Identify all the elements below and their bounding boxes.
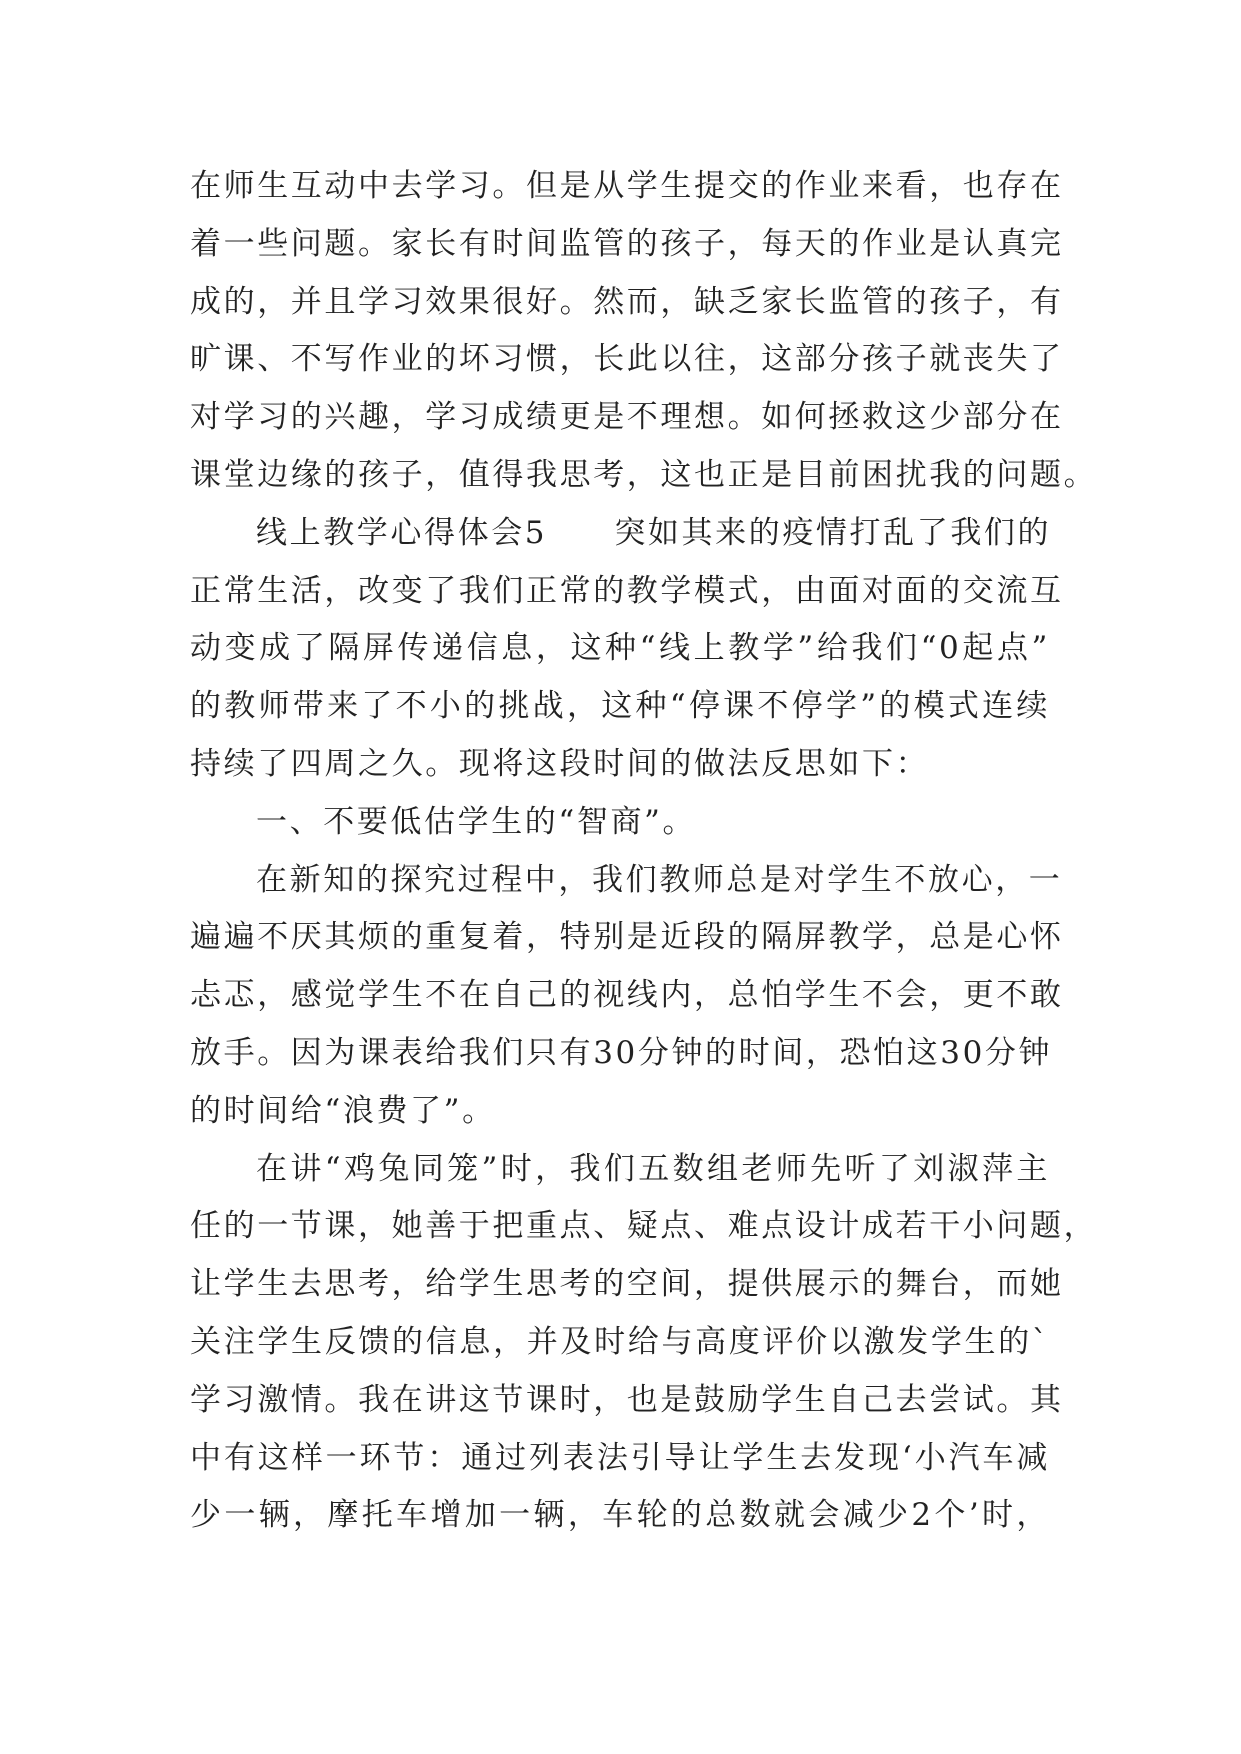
text-line: 持续了四周之久。现将这段时间的做法反思如下： [190,745,930,782]
text-line: 在师生互动中去学习。但是从学生提交的作业来看，也存在 [190,168,1064,204]
text-line: 学习激情。我在讲这节课时，也是鼓励学生自己去尝试。其 [190,1381,1064,1418]
text-line: 在新知的探究过程中，我们教师总是对学生不放心，一 [256,861,1063,898]
text-line: 在讲“鸡兔同笼”时，我们五数组老师先听了刘淑萍主 [256,1150,1050,1187]
text-line: 的教师带来了不小的挑战，这种“停课不停学”的模式连续 [190,688,1050,725]
text-line: 让学生去思考，给学生思考的空间，提供展示的舞台，而她 [190,1266,1064,1303]
text-line: 关注学生反馈的信息，并及时给与高度评价以激发学生的` [190,1323,1050,1360]
text-line: 一、不要低估学生的“智商”。 [256,803,697,840]
text-line: 中有这样一环节：通过列表法引导让学生去发现‘小汽车减 [190,1439,1050,1476]
text-line: 动变成了隔屏传递信息，这种“线上教学”给我们“0起点” [190,630,1050,667]
text-line: 忐忑，感觉学生不在自己的视线内，总怕学生不会，更不敢 [190,977,1064,1014]
text-line: 遍遍不厌其烦的重复着，特别是近段的隔屏教学，总是心怀 [190,919,1064,956]
text-line: 旷课、不写作业的坏习惯，长此以往，这部分孩子就丧失了 [190,341,1064,378]
text-line: 课堂边缘的孩子，值得我思考，这也正是目前困扰我的问题。 [190,456,1098,493]
text-line: 对学习的兴趣，学习成绩更是不理想。如何拯救这少部分在 [190,399,1064,436]
text-line: 任的一节课，她善于把重点、疑点、难点设计成若干小问题， [190,1208,1098,1245]
text-line: 成的，并且学习效果很好。然而，缺乏家长监管的孩子，有 [190,283,1064,320]
document-page [190,158,1098,1545]
text-line: 正常生活，改变了我们正常的教学模式，由面对面的交流互 [190,572,1064,609]
text-line: 线上教学心得体会5 突如其来的疫情打乱了我们的 [256,514,1052,551]
text-line: 少一辆，摩托车增加一辆，车轮的总数就会减少2个’时， [190,1497,1050,1534]
text-line: 着一些问题。家长有时间监管的孩子，每天的作业是认真完 [190,225,1064,262]
text-line: 的时间给“浪费了”。 [190,1092,496,1129]
text-line: 放手。因为课表给我们只有30分钟的时间，恐怕这30分钟 [190,1034,1053,1071]
